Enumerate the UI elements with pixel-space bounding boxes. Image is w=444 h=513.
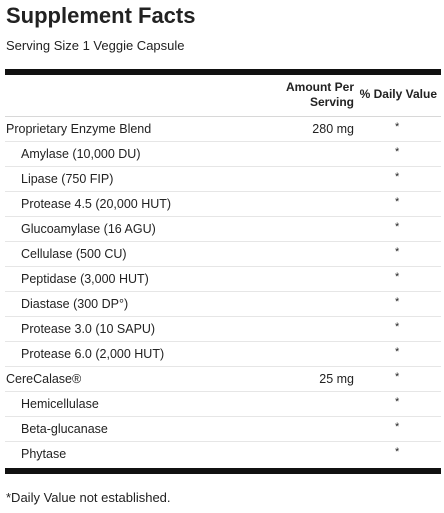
- table-row: [5, 167, 441, 192]
- ingredient-name: Protease 6.0 (2,000 HUT): [21, 347, 165, 361]
- ingredient-name: Protease 3.0 (10 SAPU): [21, 322, 156, 336]
- ingredient-amount: 25 mg: [319, 372, 354, 386]
- table-row: [5, 267, 441, 292]
- table-row: [5, 417, 441, 442]
- bottom-thick-rule: [5, 468, 441, 474]
- daily-value: *: [395, 271, 400, 283]
- ingredient-name: Beta-glucanase: [21, 422, 108, 436]
- daily-value: *: [395, 171, 400, 183]
- ingredient-name: Protease 4.5 (20,000 HUT): [21, 197, 172, 211]
- daily-value: *: [395, 346, 400, 358]
- daily-value: *: [395, 121, 400, 133]
- amount-header-line2: Serving: [309, 95, 354, 109]
- table-row: [5, 442, 441, 467]
- ingredient-name: CereCalase®: [6, 372, 82, 386]
- daily-value: *: [395, 446, 400, 458]
- nutrient-table: [5, 117, 441, 467]
- daily-value: *: [395, 421, 400, 433]
- ingredient-name: Amylase (10,000 DU): [21, 147, 141, 161]
- ingredient-name: Phytase: [21, 447, 67, 461]
- daily-value: *: [395, 371, 400, 383]
- footnote: *Daily Value not established.: [6, 490, 171, 505]
- daily-value-header: % Daily Value: [359, 87, 437, 101]
- ingredient-name: Hemicellulase: [21, 397, 99, 411]
- daily-value: *: [395, 296, 400, 308]
- ingredient-amount: 280 mg: [312, 122, 354, 136]
- amount-header-line1: Amount Per: [285, 80, 354, 94]
- ingredient-name: Proprietary Enzyme Blend: [6, 122, 152, 136]
- ingredient-name: Lipase (750 FIP): [21, 172, 114, 186]
- table-row: [5, 192, 441, 217]
- ingredient-name: Cellulase (500 CU): [21, 247, 127, 261]
- table-row: [5, 342, 441, 367]
- daily-value: *: [395, 196, 400, 208]
- ingredient-name: Glucoamylase (16 AGU): [21, 222, 156, 236]
- serving-size: Serving Size 1 Veggie Capsule: [6, 38, 185, 53]
- daily-value: *: [395, 246, 400, 258]
- daily-value: *: [395, 221, 400, 233]
- ingredient-name: Diastase (300 DP°): [21, 297, 129, 311]
- daily-value: *: [395, 321, 400, 333]
- panel-title: Supplement Facts: [6, 3, 196, 28]
- table-row: [5, 367, 441, 392]
- amount-per-serving-header: [264, 80, 354, 110]
- table-row: [5, 217, 441, 242]
- table-row: [5, 392, 441, 417]
- table-row: [5, 117, 441, 142]
- daily-value: *: [395, 146, 400, 158]
- table-row: [5, 317, 441, 342]
- table-row: [5, 292, 441, 317]
- table-row: [5, 142, 441, 167]
- table-row: [5, 242, 441, 267]
- daily-value: *: [395, 396, 400, 408]
- table-header: [5, 75, 441, 117]
- ingredient-name: Peptidase (3,000 HUT): [21, 272, 149, 286]
